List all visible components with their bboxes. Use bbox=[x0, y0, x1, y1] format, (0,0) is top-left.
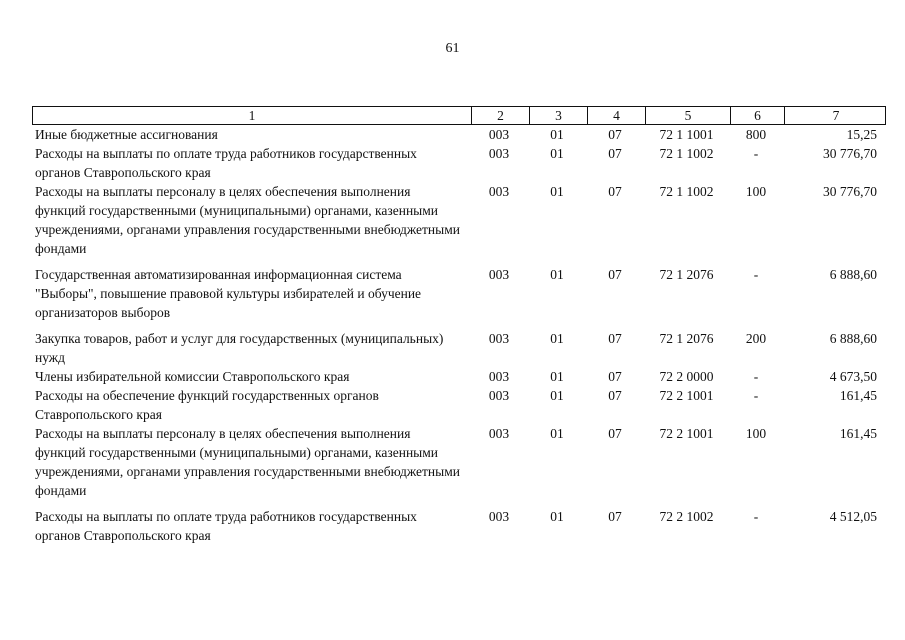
code-section: 01 bbox=[550, 331, 564, 346]
code-section: 01 bbox=[550, 267, 564, 282]
code-section: 01 bbox=[550, 146, 564, 161]
code-expense-type: 100 bbox=[745, 426, 767, 441]
code-expense-type: - bbox=[753, 146, 759, 161]
code-ministry: 003 bbox=[488, 509, 510, 524]
column-header-4: 4 bbox=[587, 107, 645, 124]
code-target-article: 72 1 2076 bbox=[659, 267, 714, 282]
code-subsection: 07 bbox=[608, 388, 622, 403]
table-header bbox=[32, 106, 886, 125]
code-ministry: 003 bbox=[488, 369, 510, 384]
code-subsection: 07 bbox=[608, 509, 622, 524]
amount: 6 888,60 bbox=[829, 267, 877, 282]
code-expense-type: 100 bbox=[745, 184, 767, 199]
table-row bbox=[32, 424, 886, 500]
code-target-article: 72 2 1001 bbox=[659, 388, 714, 403]
code-subsection: 07 bbox=[608, 127, 622, 142]
code-expense-type: - bbox=[753, 388, 759, 403]
table-row bbox=[32, 386, 886, 424]
amount: 30 776,70 bbox=[823, 146, 877, 161]
item-name: Иные бюджетные ассигнования bbox=[35, 127, 218, 142]
table-row bbox=[32, 329, 886, 367]
code-ministry: 003 bbox=[488, 267, 510, 282]
code-ministry: 003 bbox=[488, 331, 510, 346]
code-section: 01 bbox=[550, 127, 564, 142]
table-row bbox=[32, 265, 886, 322]
item-name: Государственная автоматизированная информационная система "Выборы", повышение правовой культуры избирателей и обучение организаторов выборов bbox=[35, 267, 422, 320]
budget-table bbox=[32, 106, 886, 545]
item-name: Закупка товаров, работ и услуг для государственных (муниципальных) нужд bbox=[35, 331, 444, 365]
amount: 6 888,60 bbox=[829, 331, 877, 346]
code-section: 01 bbox=[550, 509, 564, 524]
code-target-article: 72 1 1002 bbox=[659, 184, 714, 199]
item-name: Расходы на выплаты персоналу в целях обеспечения выполнения функций государственными (муниципальными) органами, казенными учреждениями, органами управления государственными внебюджетными фондами bbox=[35, 426, 460, 498]
code-target-article: 72 1 1001 bbox=[659, 127, 714, 142]
code-subsection: 07 bbox=[608, 426, 622, 441]
column-header-5: 5 bbox=[645, 107, 730, 124]
code-target-article: 72 1 2076 bbox=[659, 331, 714, 346]
amount: 4 673,50 bbox=[829, 369, 877, 384]
code-target-article: 72 1 1002 bbox=[659, 146, 714, 161]
code-ministry: 003 bbox=[488, 426, 510, 441]
item-name: Расходы на выплаты по оплате труда работников государственных органов Ставропольского края bbox=[35, 509, 417, 543]
table-row bbox=[32, 507, 886, 545]
code-expense-type: 800 bbox=[745, 127, 767, 142]
code-subsection: 07 bbox=[608, 146, 622, 161]
code-subsection: 07 bbox=[608, 267, 622, 282]
code-ministry: 003 bbox=[488, 146, 510, 161]
code-target-article: 72 2 1002 bbox=[659, 509, 714, 524]
table-row bbox=[32, 144, 886, 182]
item-name: Расходы на выплаты персоналу в целях обеспечения выполнения функций государственными (муниципальными) органами, казенными учреждениями, органами управления государственными внебюджетными фондами bbox=[35, 184, 460, 256]
table-row bbox=[32, 182, 886, 258]
code-ministry: 003 bbox=[488, 127, 510, 142]
column-header-1: 1 bbox=[248, 108, 256, 123]
column-header-2: 2 bbox=[471, 107, 529, 124]
code-subsection: 07 bbox=[608, 369, 622, 384]
code-expense-type: 200 bbox=[745, 331, 767, 346]
code-section: 01 bbox=[550, 388, 564, 403]
code-target-article: 72 2 0000 bbox=[659, 369, 714, 384]
page-number: 61 bbox=[445, 41, 460, 56]
code-expense-type: - bbox=[753, 369, 759, 384]
amount: 161,45 bbox=[839, 388, 877, 403]
item-name: Расходы на обеспечение функций государственных органов Ставропольского края bbox=[35, 388, 379, 422]
code-subsection: 07 bbox=[608, 184, 622, 199]
code-ministry: 003 bbox=[488, 388, 510, 403]
column-header-7: 7 bbox=[784, 107, 887, 124]
code-section: 01 bbox=[550, 426, 564, 441]
code-section: 01 bbox=[550, 184, 564, 199]
code-section: 01 bbox=[550, 369, 564, 384]
amount: 15,25 bbox=[846, 127, 877, 142]
amount: 30 776,70 bbox=[823, 184, 877, 199]
table-row bbox=[32, 367, 886, 386]
code-target-article: 72 2 1001 bbox=[659, 426, 714, 441]
amount: 161,45 bbox=[839, 426, 877, 441]
code-expense-type: - bbox=[753, 267, 759, 282]
code-expense-type: - bbox=[753, 509, 759, 524]
code-ministry: 003 bbox=[488, 184, 510, 199]
table-row bbox=[32, 125, 886, 144]
item-name: Члены избирательной комиссии Ставропольского края bbox=[35, 369, 350, 384]
item-name: Расходы на выплаты по оплате труда работников государственных органов Ставропольского края bbox=[35, 146, 417, 180]
column-header-6: 6 bbox=[730, 107, 784, 124]
amount: 4 512,05 bbox=[829, 509, 877, 524]
column-header-3: 3 bbox=[529, 107, 587, 124]
code-subsection: 07 bbox=[608, 331, 622, 346]
